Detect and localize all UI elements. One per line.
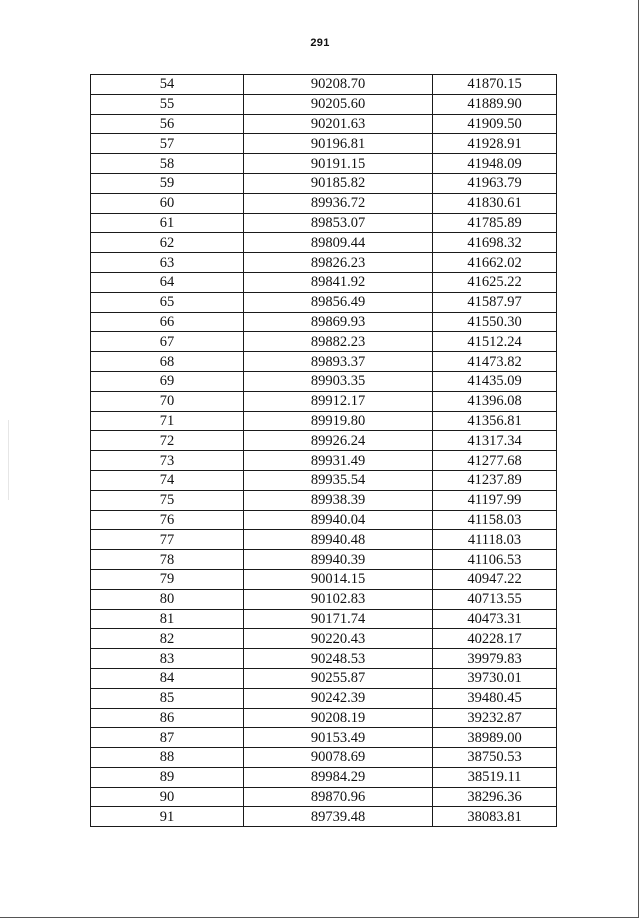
x-coordinate-cell: 90196.81 <box>244 134 433 154</box>
y-coordinate-cell: 38519.11 <box>433 767 557 787</box>
point-number-cell: 56 <box>91 114 244 134</box>
point-number-cell: 72 <box>91 431 244 451</box>
y-coordinate-cell: 41197.99 <box>433 490 557 510</box>
table-row <box>91 728 557 748</box>
table-row <box>91 332 557 352</box>
y-coordinate-cell: 41317.34 <box>433 431 557 451</box>
point-number-cell: 78 <box>91 550 244 570</box>
table-row <box>91 649 557 669</box>
point-number-cell: 74 <box>91 470 244 490</box>
x-coordinate-cell: 89739.48 <box>244 807 433 827</box>
scan-margin-mark <box>8 420 9 500</box>
table-row <box>91 312 557 332</box>
x-coordinate-cell: 90171.74 <box>244 609 433 629</box>
point-number-cell: 76 <box>91 510 244 530</box>
table-row <box>91 510 557 530</box>
x-coordinate-cell: 89870.96 <box>244 787 433 807</box>
y-coordinate-cell: 39480.45 <box>433 688 557 708</box>
point-number-cell: 85 <box>91 688 244 708</box>
x-coordinate-cell: 89809.44 <box>244 233 433 253</box>
y-coordinate-cell: 41698.32 <box>433 233 557 253</box>
table-row <box>91 154 557 174</box>
point-number-cell: 83 <box>91 649 244 669</box>
x-coordinate-cell: 90205.60 <box>244 94 433 114</box>
x-coordinate-cell: 90248.53 <box>244 649 433 669</box>
x-coordinate-cell: 89940.48 <box>244 530 433 550</box>
y-coordinate-cell: 41106.53 <box>433 550 557 570</box>
x-coordinate-cell: 89935.54 <box>244 470 433 490</box>
table-row <box>91 708 557 728</box>
x-coordinate-cell: 90191.15 <box>244 154 433 174</box>
y-coordinate-cell: 38750.53 <box>433 748 557 768</box>
table-row <box>91 629 557 649</box>
y-coordinate-cell: 39979.83 <box>433 649 557 669</box>
y-coordinate-cell: 38989.00 <box>433 728 557 748</box>
y-coordinate-cell: 41118.03 <box>433 530 557 550</box>
point-number-cell: 86 <box>91 708 244 728</box>
y-coordinate-cell: 41473.82 <box>433 352 557 372</box>
x-coordinate-cell: 90242.39 <box>244 688 433 708</box>
point-number-cell: 90 <box>91 787 244 807</box>
x-coordinate-cell: 89938.39 <box>244 490 433 510</box>
table-row <box>91 748 557 768</box>
y-coordinate-cell: 41928.91 <box>433 134 557 154</box>
table-row <box>91 292 557 312</box>
x-coordinate-cell: 89919.80 <box>244 411 433 431</box>
y-coordinate-cell: 39730.01 <box>433 668 557 688</box>
y-coordinate-cell: 41277.68 <box>433 451 557 471</box>
y-coordinate-cell: 39232.87 <box>433 708 557 728</box>
table-row <box>91 451 557 471</box>
y-coordinate-cell: 41889.90 <box>433 94 557 114</box>
point-number-cell: 61 <box>91 213 244 233</box>
x-coordinate-cell: 89903.35 <box>244 371 433 391</box>
table-row <box>91 767 557 787</box>
table-row <box>91 530 557 550</box>
y-coordinate-cell: 40473.31 <box>433 609 557 629</box>
page-number: 291 <box>310 37 330 49</box>
point-number-cell: 82 <box>91 629 244 649</box>
table-row <box>91 787 557 807</box>
table-row <box>91 431 557 451</box>
x-coordinate-cell: 90220.43 <box>244 629 433 649</box>
x-coordinate-cell: 89893.37 <box>244 352 433 372</box>
point-number-cell: 88 <box>91 748 244 768</box>
y-coordinate-cell: 41512.24 <box>433 332 557 352</box>
point-number-cell: 84 <box>91 668 244 688</box>
y-coordinate-cell: 41158.03 <box>433 510 557 530</box>
point-number-cell: 73 <box>91 451 244 471</box>
point-number-cell: 57 <box>91 134 244 154</box>
x-coordinate-cell: 89984.29 <box>244 767 433 787</box>
y-coordinate-cell: 41948.09 <box>433 154 557 174</box>
x-coordinate-cell: 89869.93 <box>244 312 433 332</box>
x-coordinate-cell: 89882.23 <box>244 332 433 352</box>
x-coordinate-cell: 90255.87 <box>244 668 433 688</box>
y-coordinate-cell: 41550.30 <box>433 312 557 332</box>
table-row <box>91 75 557 95</box>
table-row <box>91 371 557 391</box>
table-row <box>91 94 557 114</box>
point-number-cell: 75 <box>91 490 244 510</box>
point-number-cell: 66 <box>91 312 244 332</box>
x-coordinate-cell: 89940.04 <box>244 510 433 530</box>
coordinate-table <box>90 74 557 827</box>
y-coordinate-cell: 41963.79 <box>433 173 557 193</box>
y-coordinate-cell: 41830.61 <box>433 193 557 213</box>
point-number-cell: 89 <box>91 767 244 787</box>
table-row <box>91 114 557 134</box>
point-number-cell: 65 <box>91 292 244 312</box>
x-coordinate-cell: 89912.17 <box>244 391 433 411</box>
x-coordinate-cell: 89856.49 <box>244 292 433 312</box>
table-row <box>91 609 557 629</box>
point-number-cell: 79 <box>91 569 244 589</box>
y-coordinate-cell: 41870.15 <box>433 75 557 95</box>
x-coordinate-cell: 90185.82 <box>244 173 433 193</box>
y-coordinate-cell: 41356.81 <box>433 411 557 431</box>
table-row <box>91 134 557 154</box>
point-number-cell: 81 <box>91 609 244 629</box>
x-coordinate-cell: 89841.92 <box>244 272 433 292</box>
point-number-cell: 60 <box>91 193 244 213</box>
point-number-cell: 87 <box>91 728 244 748</box>
y-coordinate-cell: 41237.89 <box>433 470 557 490</box>
y-coordinate-cell: 41435.09 <box>433 371 557 391</box>
table-row <box>91 253 557 273</box>
point-number-cell: 80 <box>91 589 244 609</box>
y-coordinate-cell: 40947.22 <box>433 569 557 589</box>
x-coordinate-cell: 90208.19 <box>244 708 433 728</box>
point-number-cell: 69 <box>91 371 244 391</box>
y-coordinate-cell: 41785.89 <box>433 213 557 233</box>
point-number-cell: 62 <box>91 233 244 253</box>
x-coordinate-cell: 90102.83 <box>244 589 433 609</box>
point-number-cell: 67 <box>91 332 244 352</box>
table-row <box>91 668 557 688</box>
table-row <box>91 411 557 431</box>
table-row <box>91 490 557 510</box>
point-number-cell: 63 <box>91 253 244 273</box>
table-row <box>91 569 557 589</box>
coordinate-table-body <box>91 75 557 827</box>
table-row <box>91 391 557 411</box>
x-coordinate-cell: 89826.23 <box>244 253 433 273</box>
x-coordinate-cell: 90208.70 <box>244 75 433 95</box>
y-coordinate-cell: 41909.50 <box>433 114 557 134</box>
x-coordinate-cell: 89853.07 <box>244 213 433 233</box>
table-row <box>91 589 557 609</box>
point-number-cell: 59 <box>91 173 244 193</box>
point-number-cell: 91 <box>91 807 244 827</box>
x-coordinate-cell: 90201.63 <box>244 114 433 134</box>
point-number-cell: 68 <box>91 352 244 372</box>
x-coordinate-cell: 89936.72 <box>244 193 433 213</box>
table-row <box>91 550 557 570</box>
point-number-cell: 58 <box>91 154 244 174</box>
y-coordinate-cell: 38083.81 <box>433 807 557 827</box>
point-number-cell: 64 <box>91 272 244 292</box>
table-row <box>91 272 557 292</box>
x-coordinate-cell: 89926.24 <box>244 431 433 451</box>
y-coordinate-cell: 38296.36 <box>433 787 557 807</box>
table-row <box>91 213 557 233</box>
y-coordinate-cell: 40228.17 <box>433 629 557 649</box>
x-coordinate-cell: 90014.15 <box>244 569 433 589</box>
table-row <box>91 233 557 253</box>
x-coordinate-cell: 90078.69 <box>244 748 433 768</box>
y-coordinate-cell: 40713.55 <box>433 589 557 609</box>
table-row <box>91 352 557 372</box>
x-coordinate-cell: 89931.49 <box>244 451 433 471</box>
y-coordinate-cell: 41396.08 <box>433 391 557 411</box>
y-coordinate-cell: 41625.22 <box>433 272 557 292</box>
table-row <box>91 470 557 490</box>
point-number-cell: 77 <box>91 530 244 550</box>
table-row <box>91 173 557 193</box>
point-number-cell: 54 <box>91 75 244 95</box>
point-number-cell: 55 <box>91 94 244 114</box>
point-number-cell: 71 <box>91 411 244 431</box>
x-coordinate-cell: 89940.39 <box>244 550 433 570</box>
x-coordinate-cell: 90153.49 <box>244 728 433 748</box>
table-row <box>91 193 557 213</box>
y-coordinate-cell: 41662.02 <box>433 253 557 273</box>
table-row <box>91 688 557 708</box>
point-number-cell: 70 <box>91 391 244 411</box>
y-coordinate-cell: 41587.97 <box>433 292 557 312</box>
table-row <box>91 807 557 827</box>
